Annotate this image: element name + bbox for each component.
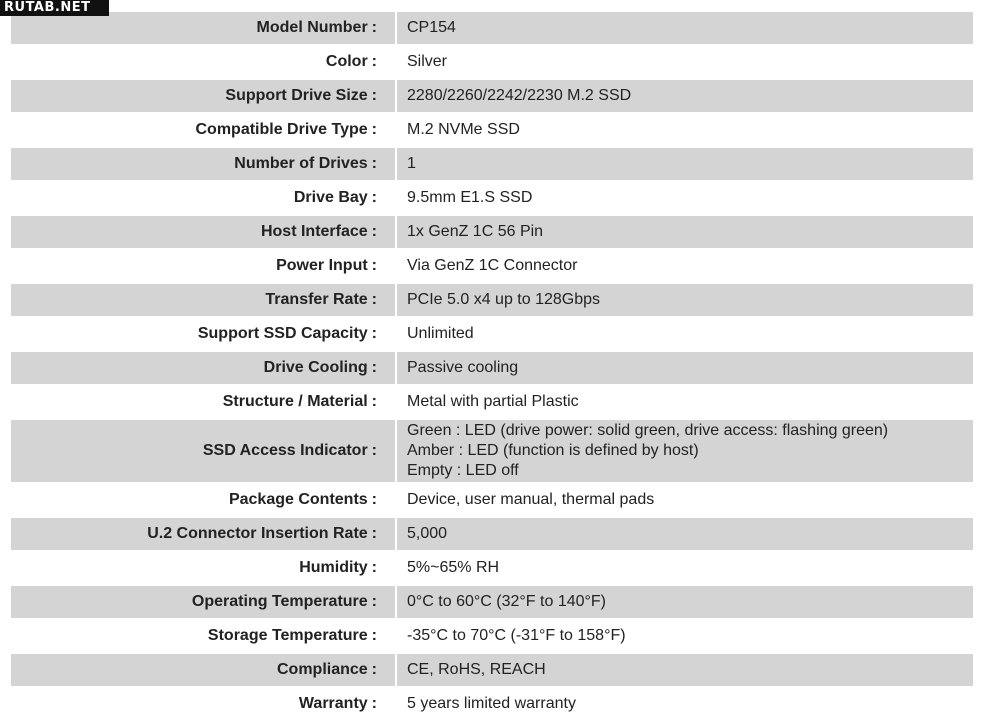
spec-label-text: Compatible Drive Type — [195, 121, 368, 138]
spec-label-colon: : — [371, 559, 377, 576]
spec-label — [11, 420, 395, 482]
spec-label — [11, 216, 395, 248]
spec-label — [11, 80, 395, 112]
spec-table — [11, 12, 973, 722]
spec-value: 9.5mm E1.S SSD — [407, 189, 533, 206]
spec-value: Passive cooling — [397, 352, 973, 384]
spec-value: M.2 NVMe SSD — [407, 121, 520, 138]
spec-value: Via GenZ 1C Connector — [407, 257, 578, 274]
spec-label — [11, 552, 395, 584]
spec-value: 5,000 — [397, 518, 973, 550]
spec-label-colon: : — [371, 491, 377, 508]
spec-label-text: Color — [325, 53, 368, 70]
spec-value: CE, RoHS, REACH — [397, 654, 973, 686]
spec-row — [11, 182, 973, 214]
spec-label-colon: : — [371, 121, 377, 138]
spec-value — [397, 420, 973, 482]
spec-label-text: Drive Cooling — [263, 359, 368, 376]
spec-label-colon: : — [371, 627, 377, 644]
spec-row — [11, 250, 973, 282]
spec-value: Silver — [407, 53, 448, 70]
spec-label-colon: : — [371, 257, 377, 274]
spec-label-text: Operating Temperature — [191, 593, 368, 610]
spec-value: Device, user manual, thermal pads — [407, 491, 655, 508]
spec-label-colon: : — [371, 442, 377, 459]
spec-label-text: Model Number — [256, 19, 368, 36]
spec-value-line: Green : LED (drive power: solid green, drive access: flashing green) — [407, 422, 889, 439]
spec-row — [11, 484, 973, 516]
spec-row — [11, 688, 973, 720]
spec-label-text: Transfer Rate — [265, 291, 368, 308]
spec-label-text: SSD Access Indicator — [202, 442, 368, 459]
spec-value: 1 — [397, 148, 973, 180]
spec-value-line: Empty : LED off — [407, 462, 519, 479]
spec-label — [11, 518, 395, 550]
spec-label — [11, 12, 395, 44]
spec-value: PCIe 5.0 x4 up to 128Gbps — [397, 284, 973, 316]
spec-value: 2280/2260/2242/2230 M.2 SSD — [397, 80, 973, 112]
spec-label-colon: : — [371, 661, 377, 678]
spec-label-colon: : — [371, 189, 377, 206]
spec-row — [11, 318, 973, 350]
spec-value: 0°C to 60°C (32°F to 140°F) — [397, 586, 973, 618]
spec-row — [11, 46, 973, 78]
spec-label — [11, 586, 395, 618]
spec-label-colon: : — [371, 593, 377, 610]
spec-label — [11, 148, 395, 180]
spec-label — [11, 654, 395, 686]
spec-row — [11, 552, 973, 584]
spec-label-text: U.2 Connector Insertion Rate — [147, 525, 368, 542]
spec-label-colon: : — [371, 87, 377, 104]
watermark-label: RUTAB.NET — [0, 0, 109, 16]
spec-value: 5%~65% RH — [407, 559, 500, 576]
spec-label-text: Warranty — [298, 695, 368, 712]
spec-label — [11, 620, 395, 652]
spec-label-colon: : — [371, 525, 377, 542]
spec-label-colon: : — [371, 223, 377, 240]
spec-label — [11, 688, 395, 720]
spec-label — [11, 182, 395, 214]
spec-label — [11, 250, 395, 282]
spec-row — [11, 386, 973, 418]
spec-label-text: Drive Bay — [293, 189, 368, 206]
spec-row — [11, 12, 973, 44]
spec-row — [11, 284, 973, 316]
spec-value: 1x GenZ 1C 56 Pin — [397, 216, 973, 248]
spec-label-text: Host Interface — [260, 223, 368, 240]
spec-label-text: Humidity — [299, 559, 368, 576]
spec-label-colon: : — [371, 155, 377, 172]
spec-label — [11, 352, 395, 384]
spec-label-text: Number of Drives — [234, 155, 368, 172]
spec-label-colon: : — [371, 325, 377, 342]
spec-label — [11, 284, 395, 316]
spec-label-colon: : — [371, 19, 377, 36]
spec-row — [11, 620, 973, 652]
spec-value: Metal with partial Plastic — [407, 393, 579, 410]
spec-row — [11, 518, 973, 550]
spec-label — [11, 386, 395, 418]
spec-label-text: Storage Temperature — [207, 627, 368, 644]
spec-value: Unlimited — [407, 325, 474, 342]
spec-row — [11, 148, 973, 180]
spec-label-text: Power Input — [276, 257, 368, 274]
spec-label-text: Compliance — [276, 661, 368, 678]
spec-label-colon: : — [371, 695, 377, 712]
spec-row — [11, 80, 973, 112]
spec-label — [11, 318, 395, 350]
spec-value: 5 years limited warranty — [407, 695, 576, 712]
spec-row — [11, 216, 973, 248]
spec-label-text: Structure / Material — [222, 393, 368, 410]
spec-row — [11, 654, 973, 686]
spec-value-line: Amber : LED (function is defined by host) — [407, 442, 699, 459]
spec-label — [11, 484, 395, 516]
spec-row — [11, 420, 973, 482]
spec-value: CP154 — [397, 12, 973, 44]
spec-label-colon: : — [371, 359, 377, 376]
spec-label — [11, 46, 395, 78]
spec-label-colon: : — [371, 393, 377, 410]
spec-label-text: Support SSD Capacity — [197, 325, 368, 342]
spec-label — [11, 114, 395, 146]
spec-label-text: Support Drive Size — [225, 87, 368, 104]
spec-value: -35°C to 70°C (-31°F to 158°F) — [407, 627, 626, 644]
spec-label-colon: : — [371, 291, 377, 308]
spec-label-colon: : — [371, 53, 377, 70]
spec-row — [11, 352, 973, 384]
spec-row — [11, 586, 973, 618]
spec-label-text: Package Contents — [228, 491, 368, 508]
spec-row — [11, 114, 973, 146]
